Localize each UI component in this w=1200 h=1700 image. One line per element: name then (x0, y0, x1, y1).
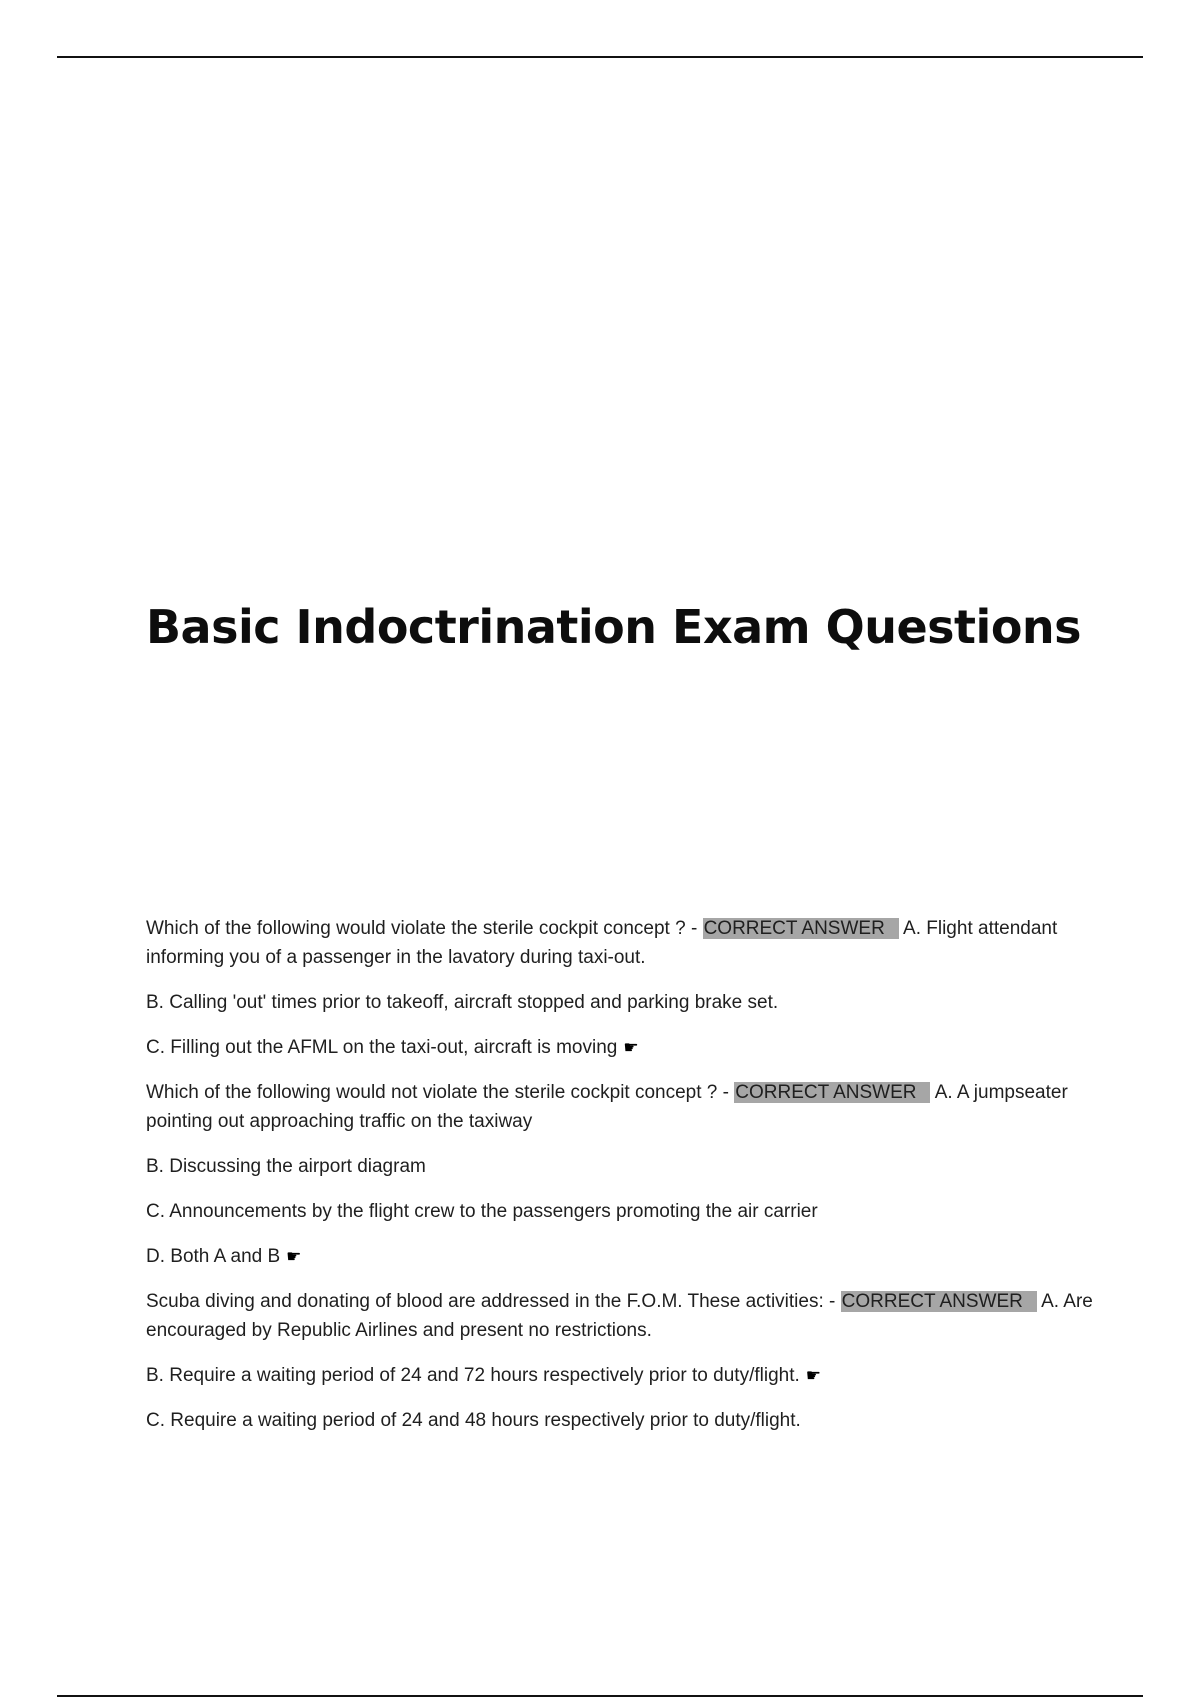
question-list (146, 914, 1106, 1451)
question-2-option-b (146, 1152, 1106, 1181)
question-3-text: Scuba diving and donating of blood are addressed in the F.O.M. These activities: - (146, 1291, 841, 1312)
document-title: Basic Indoctrination Exam Questions (146, 600, 1082, 654)
header-rule (57, 56, 1143, 58)
question-1-option-c (146, 1033, 1106, 1062)
question-2-option-d (146, 1242, 1106, 1271)
question-1-option-a: A. Flight attendant informing you of a passenger in the lavatory during taxi-out. (146, 918, 1058, 968)
pointing-hand-icon: ☛ (805, 1366, 822, 1385)
footer-rule (57, 1695, 1143, 1697)
option-text: C. Require a waiting period of 24 and 48 hours respectively prior to duty/flight. (146, 1410, 801, 1431)
correct-answer-label: CORRECT ANSWER (841, 1291, 1037, 1312)
question-1 (146, 914, 1106, 972)
question-1-text: Which of the following would violate the sterile cockpit concept ? - (146, 918, 703, 939)
question-3-option-c (146, 1406, 1106, 1435)
option-text: D. Both A and B (146, 1246, 281, 1267)
correct-answer-label: CORRECT ANSWER (734, 1082, 930, 1103)
option-text: B. Calling 'out' times prior to takeoff, aircraft stopped and parking brake set. (146, 992, 779, 1013)
question-3-option-a: A. Are encouraged by Republic Airlines and present no restrictions. (146, 1291, 1093, 1341)
question-2 (146, 1078, 1106, 1136)
option-text: C. Filling out the AFML on the taxi-out, aircraft is moving (146, 1037, 618, 1058)
question-1-option-b (146, 988, 1106, 1017)
question-2-option-c (146, 1197, 1106, 1226)
option-text: C. Announcements by the flight crew to the passengers promoting the air carrier (146, 1201, 818, 1222)
question-3 (146, 1287, 1106, 1345)
option-text: B. Discussing the airport diagram (146, 1156, 426, 1177)
question-2-option-a: A. A jumpseater pointing out approaching traffic on the taxiway (146, 1082, 1068, 1132)
question-2-text: Which of the following would not violate the sterile cockpit concept ? - (146, 1082, 735, 1103)
pointing-hand-icon: ☛ (286, 1247, 302, 1266)
correct-answer-label: CORRECT ANSWER (703, 918, 899, 939)
pointing-hand-icon: ☛ (623, 1038, 639, 1057)
question-3-option-b (146, 1361, 1106, 1390)
option-text: B. Require a waiting period of 24 and 72 hours respectively prior to duty/flight. (146, 1365, 800, 1386)
